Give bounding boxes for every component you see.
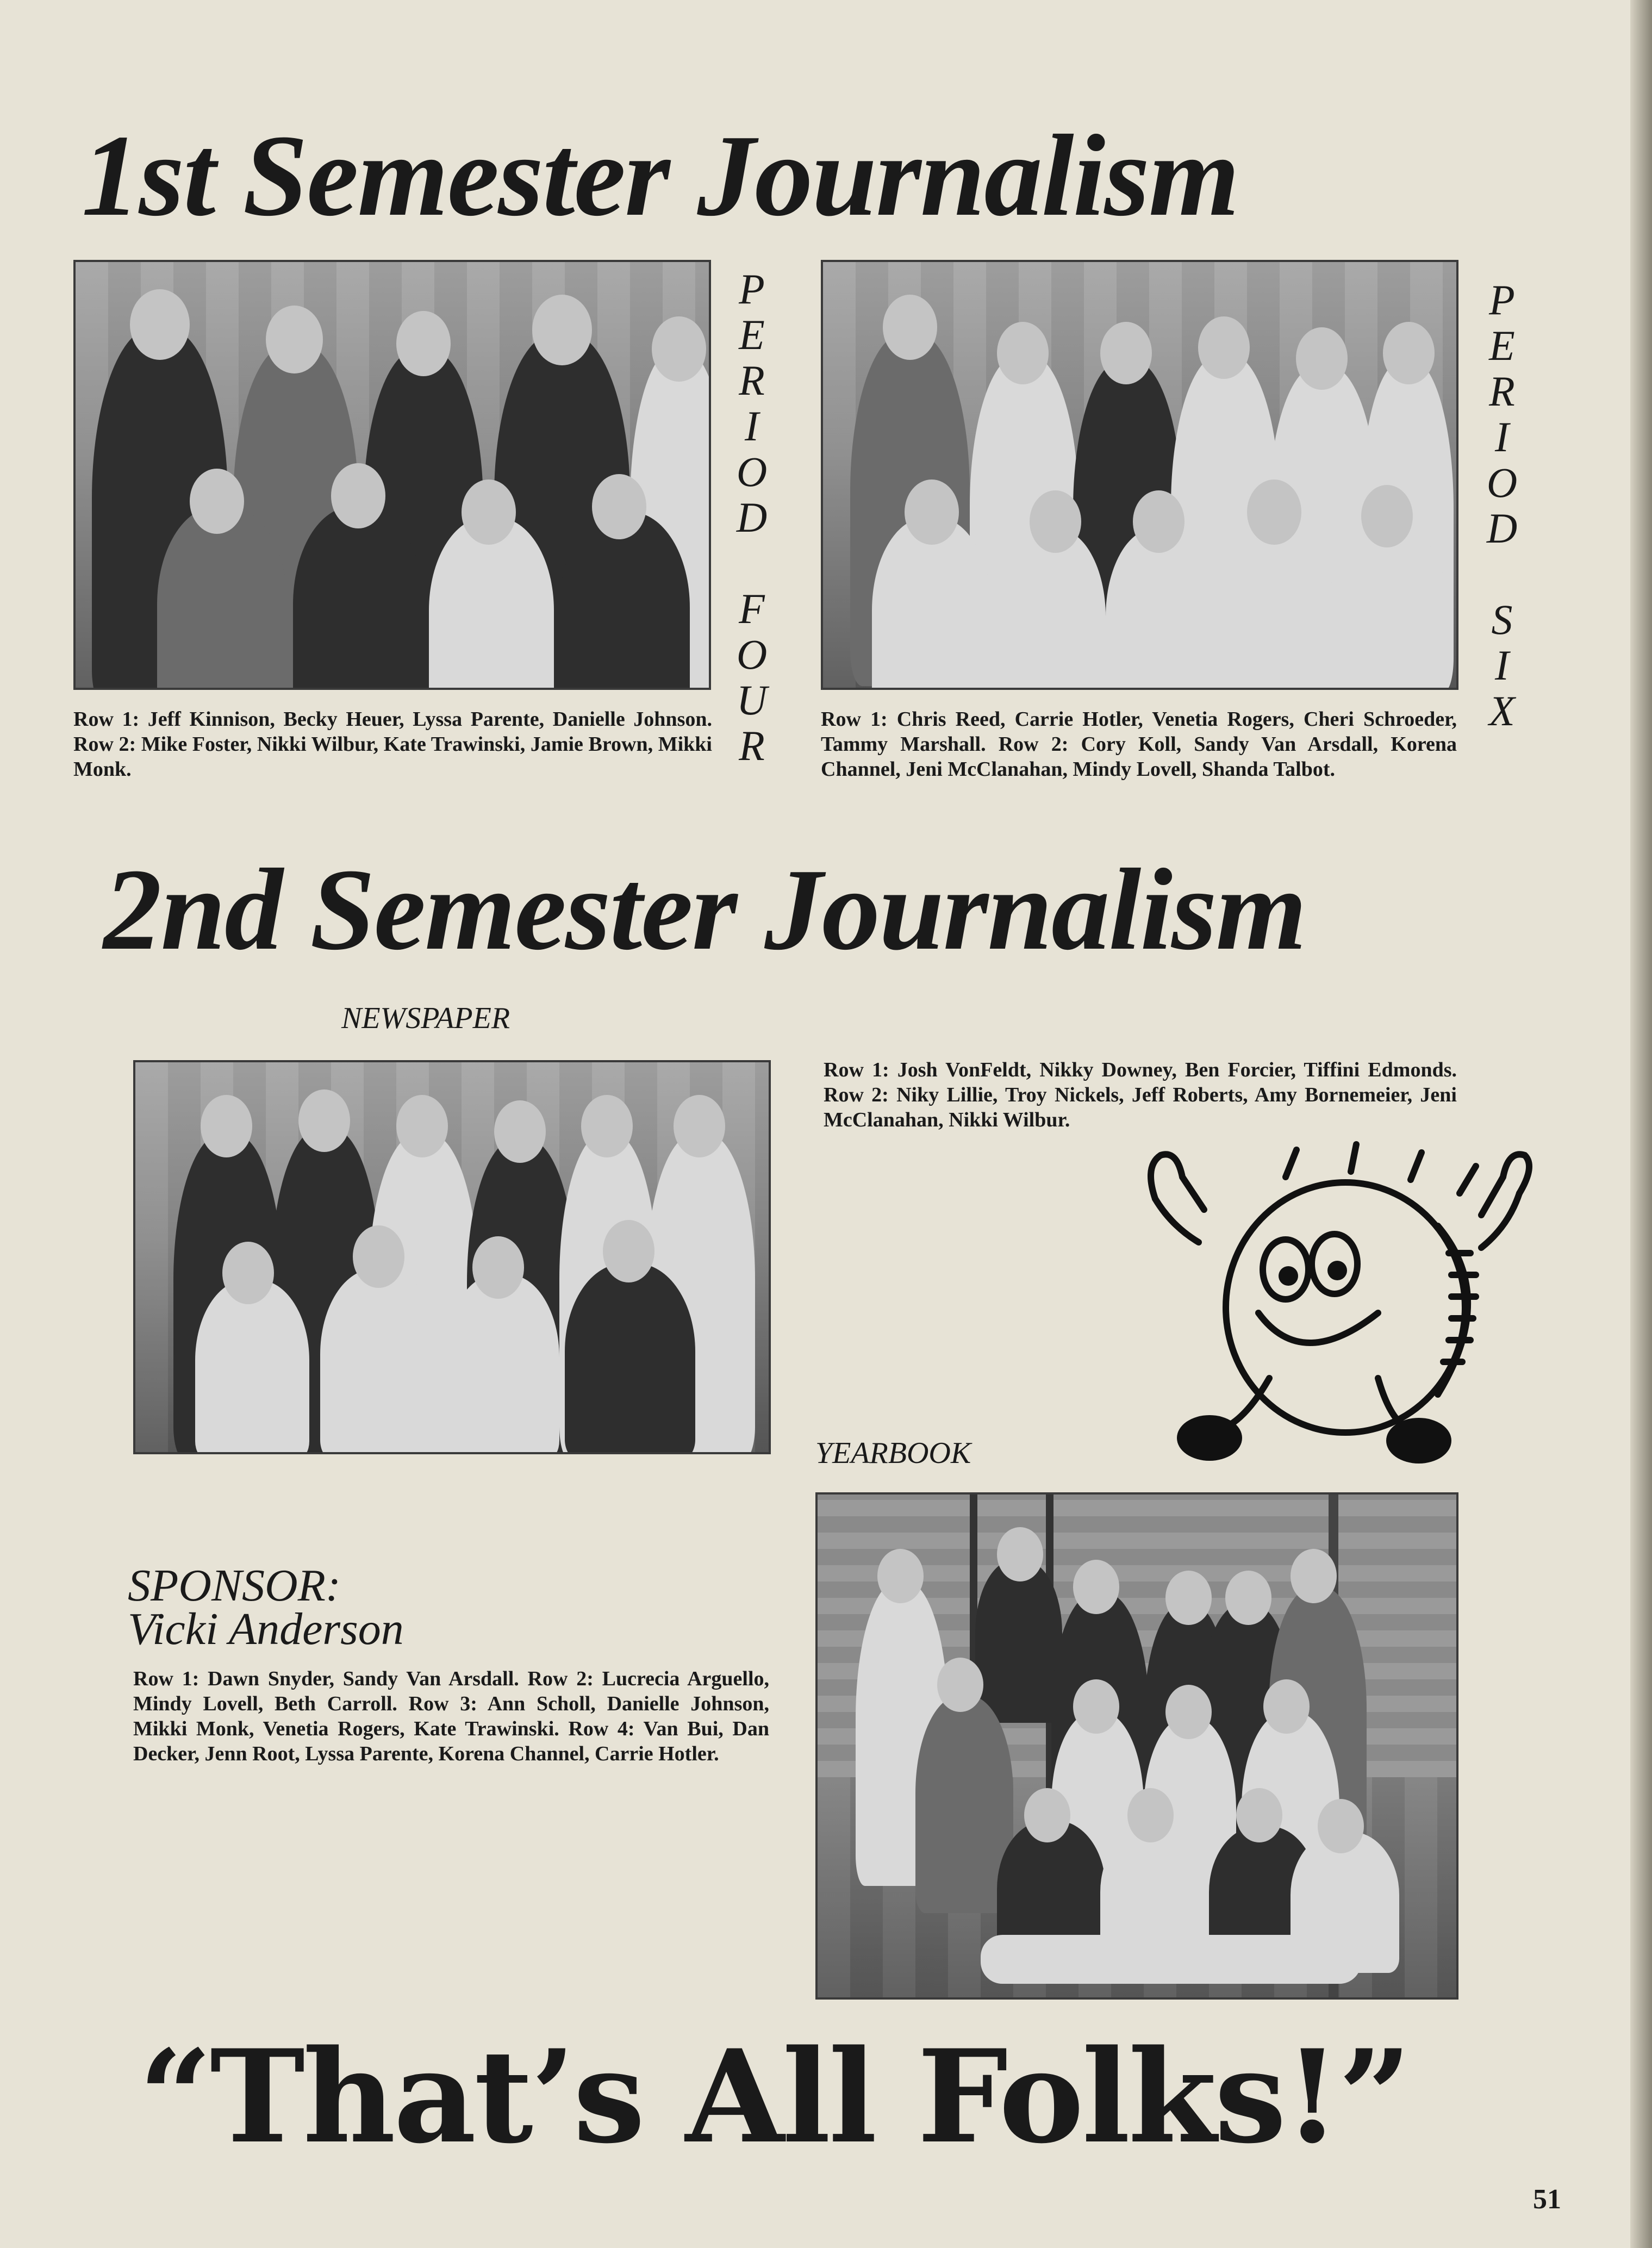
yearbook-caption: Row 1: Dawn Snyder, Sandy Van Arsdall. Row 2: Lucrecia Arguello, Mindy Lovell, Beth Carroll. Row 3: Ann Scholl, Danielle Johnson, Mikki Monk, Venetia Rogers, Kate Trawinski. Row 4: Van Bui, Dan Decker, Jenn Root, Lyssa Parente, Korena Channel, Carrie Hotler. bbox=[133, 1667, 769, 1765]
newspaper-photo bbox=[133, 1060, 771, 1454]
page-number: 51 bbox=[1533, 2184, 1561, 2215]
second-semester-heading: 2nd Semester Journalism bbox=[103, 844, 1306, 974]
yearbook-label: YEARBOOK bbox=[815, 1436, 971, 1470]
period-four-photo bbox=[73, 260, 711, 690]
sponsor-name: Vicki Anderson bbox=[128, 1604, 404, 1654]
period-four-label: P E R I O D F O U R bbox=[736, 265, 768, 769]
newspaper-caption: Row 1: Josh VonFeldt, Nikky Downey, Ben Forcier, Tiffini Edmonds. Row 2: Niky Lillie, Troy Nickels, Jeff Roberts, Amy Bornemeier, Jeni McClanahan, Nikki Wilbur. bbox=[824, 1058, 1457, 1131]
first-semester-heading: 1st Semester Journalism bbox=[82, 110, 1239, 240]
page-binding-edge bbox=[1630, 0, 1652, 2248]
yearbook-photo bbox=[815, 1492, 1458, 2000]
period-six-label: P E R I O D S I X bbox=[1486, 276, 1518, 734]
period-six-caption: Row 1: Chris Reed, Carrie Hotler, Venetia Rogers, Cheri Schroeder, Tammy Marshall. Row 2: Cory Koll, Sandy Van Arsdall, Korena Channel, Jeni McClanahan, Mindy Lovell, Shanda Talbot. bbox=[821, 708, 1457, 781]
period-six-photo bbox=[821, 260, 1458, 690]
cartoon-coin-mascot-icon bbox=[1123, 1134, 1568, 1471]
sponsor-label: SPONSOR: bbox=[128, 1560, 341, 1611]
closing-slogan: “That’s All Folks!” bbox=[139, 2022, 1410, 2172]
newspaper-label: NEWSPAPER bbox=[341, 1001, 510, 1035]
period-four-caption: Row 1: Jeff Kinnison, Becky Heuer, Lyssa Parente, Danielle Johnson. Row 2: Mike Foster, Nikki Wilbur, Kate Trawinski, Jamie Brown, Mikki Monk. bbox=[73, 708, 712, 781]
